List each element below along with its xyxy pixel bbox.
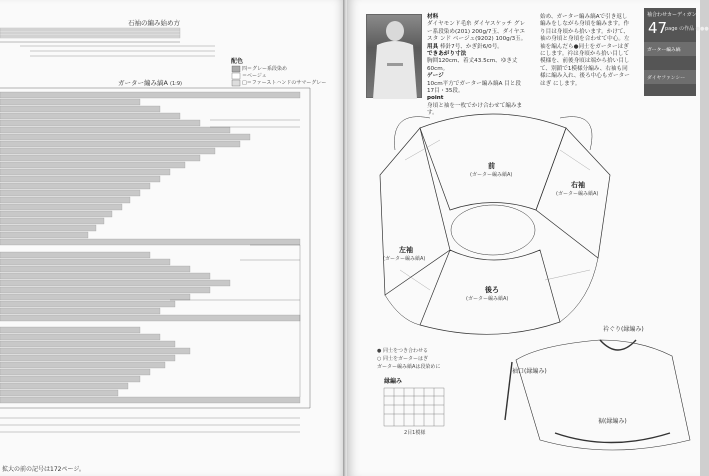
gauge-text: 10cm平方でガーター編み縞A 目と段17目・35段。 (427, 80, 521, 95)
point-head: point (427, 95, 444, 102)
left-sleeve-label: 左袖 (399, 246, 413, 254)
footer-note: 拡大の前の記号は172ページ。 (2, 466, 85, 473)
garter-chart-title: ガーター編み縞A (1:9) (118, 79, 182, 87)
arrangement-title: 配色 (231, 58, 244, 65)
back-sub-label: (ガーター編み縞A) (466, 296, 509, 302)
instructions-column: 始め、ガーター編み縞Aで引き返し編みをしながら身頃を編みます。作り目は身頃から拾います。かけて、袖の身頃と身頃を合わせて中心。左袖を編んだら●同士をガーターはぎにします。衿は身頃から拾い目して模様を、前後身頃は端から拾い目して、別鎖で1模様分編み、右袖も同様に編み入れ、後ろ中心もガーターはぎ にします。 (540, 14, 630, 87)
project-band-1: ガーター編み縞 (644, 42, 696, 56)
neckline-label: 衿ぐり(縁編み) (603, 326, 644, 333)
right-sleeve-label: 右袖 (571, 181, 585, 189)
project-number: 47 (648, 19, 668, 37)
right-sleeve-sub-label: (ガーター編み縞A) (556, 191, 599, 197)
left-sleeve-panel (380, 128, 450, 295)
cuff-label: 袖口(縁編み) (512, 368, 547, 375)
front-label: 前 (488, 162, 495, 170)
top-chart-title: 石袖の編み始め方 (128, 19, 180, 27)
collar-chart-note: 2目1模様 (404, 430, 426, 436)
materials-text: ダイヤモンド毛糸 ダイヤスケッチ グレー系段染め(201) 200g/7玉、ダイヤエスタ ンド ベージュ(9202) 100g/3玉。 (427, 21, 527, 43)
collar-swatch (384, 388, 444, 426)
front-sub-label: (ガーター編み縞A) (470, 172, 513, 178)
size-text: 胸囲120cm、着丈43.5cm、ゆき丈60cm。 (427, 58, 518, 72)
arrangement-legend-2: ＝ベージュ (242, 73, 267, 79)
project-band-2: ダイヤファンシー (644, 70, 696, 84)
legend-line-1: ● 同士をつき合わせる (377, 348, 428, 354)
back-label: 後ろ (485, 286, 499, 294)
arrangement-legend-3: □＝ファーストハンドのサマーグレー (242, 80, 327, 86)
hem-label: 裾(縁編み) (598, 418, 627, 425)
point-text: 身頃と袖を一枚でかけ合わせて編みます。 (427, 102, 523, 117)
legend-line-3: ガーター編み縞Aは段染めに (377, 364, 441, 370)
legend-line-2: ○ 同士をガーターはぎ (377, 356, 428, 362)
collar-chart-title: 縁編み (384, 378, 403, 385)
finished-garment-outline (505, 340, 690, 450)
project-page-text: page の作品 ●●● (665, 26, 709, 32)
left-sleeve-sub-label: (ガーター編み縞A) (383, 256, 426, 262)
arrangement-legend-1: 四＝グレー系段染め (242, 66, 288, 72)
project-caption: 袖合わせカーディガン (647, 12, 697, 18)
size-head: できあがり寸法 (427, 51, 467, 58)
materials-head: 材料 (427, 14, 439, 20)
tools-head: 用具 (427, 43, 439, 50)
gauge-head: ゲージ (427, 73, 444, 80)
tools-text: 棒針7号、かぎ針6/0号。 (439, 43, 503, 50)
